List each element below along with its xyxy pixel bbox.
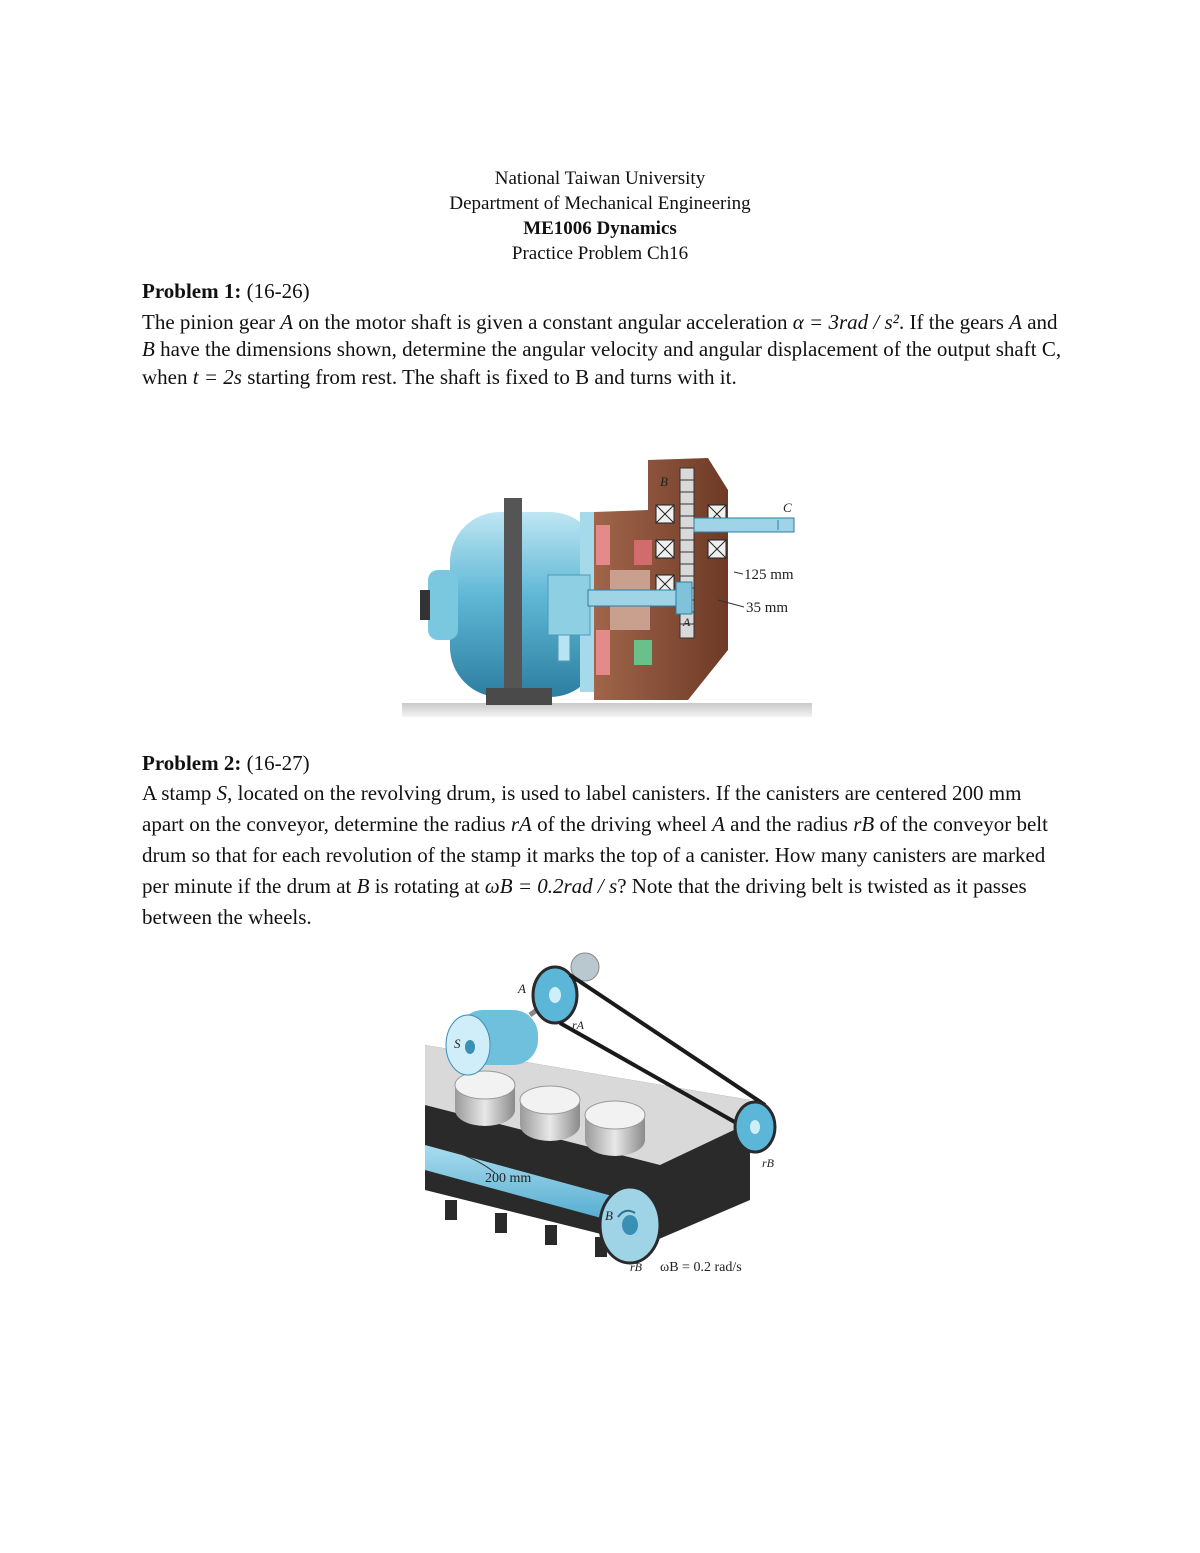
motor-end-cap bbox=[428, 570, 458, 640]
terminal-conduit bbox=[558, 635, 570, 661]
motor-gear-drawing bbox=[398, 450, 818, 725]
math-time: t = 2s bbox=[192, 364, 242, 389]
pinion-gear-a bbox=[676, 582, 692, 614]
motor-rear-stub bbox=[420, 590, 430, 620]
text-run: A bbox=[1009, 309, 1022, 334]
label-pinion-a: A bbox=[683, 615, 691, 629]
text-run: of the driving wheel bbox=[531, 811, 713, 836]
problem-2-text bbox=[142, 778, 1062, 933]
label-gear-b: B bbox=[660, 474, 668, 489]
math-alpha: α = 3rad / s² bbox=[792, 309, 899, 334]
text-run: have the dimensions shown, determine the angular velocity and angular displacement of the output shaft C, when bbox=[142, 337, 1062, 389]
motor-base bbox=[486, 688, 552, 705]
label-rb-bottom: rB bbox=[630, 1260, 642, 1274]
math-ra: rA bbox=[510, 811, 532, 836]
math-rb: rB bbox=[853, 811, 875, 836]
problem-1-ref: (16-26) bbox=[246, 279, 310, 303]
math-omega-b: ωB = 0.2rad / s bbox=[484, 873, 618, 898]
university-name: National Taiwan University bbox=[494, 168, 706, 189]
text-run: S bbox=[216, 780, 228, 805]
problem-2 bbox=[142, 750, 1062, 933]
wheel-a-hub bbox=[549, 987, 561, 1003]
conveyor-drawing bbox=[420, 945, 800, 1285]
label-drum-b: B bbox=[605, 1208, 613, 1223]
text-run: , located on the revolving drum, is used to label canisters. If the canisters are centered 200 mm apart on the conveyor, determine the radius bbox=[142, 780, 1022, 836]
label-ra: rA bbox=[572, 1018, 584, 1032]
problem-1-title: Problem 1: bbox=[142, 279, 242, 303]
label-omega-b: ωB = 0.2 rad/s bbox=[660, 1260, 742, 1275]
problem-2-title: Problem 2: bbox=[142, 751, 242, 775]
label-wheel-a: A bbox=[518, 981, 526, 996]
figure-motor-gear bbox=[398, 450, 818, 725]
canister-top bbox=[585, 1101, 645, 1129]
stamp-drum-hub bbox=[465, 1040, 475, 1054]
document-header bbox=[0, 166, 1200, 266]
text-run: A stamp bbox=[142, 780, 217, 805]
canister-top bbox=[455, 1071, 515, 1099]
output-shaft-c bbox=[694, 518, 794, 532]
problem-1 bbox=[142, 278, 1062, 391]
text-run: on the motor shaft is given a constant angular acceleration bbox=[293, 309, 793, 334]
text-run: and the radius bbox=[724, 811, 854, 836]
text-run: . If the gears bbox=[898, 309, 1010, 334]
label-shaft-c: C bbox=[783, 500, 792, 515]
course-title: ME1006 Dynamics bbox=[523, 218, 677, 239]
text-run: starting from rest. The shaft is fixed to B and turns with it. bbox=[241, 364, 737, 389]
dim-35mm: 35 mm bbox=[746, 600, 789, 616]
label-stamp-s: S bbox=[454, 1036, 461, 1051]
text-run: is rotating at bbox=[369, 873, 485, 898]
problem-2-ref: (16-27) bbox=[246, 751, 310, 775]
terminal-box bbox=[548, 575, 590, 635]
label-rb-top: rB bbox=[762, 1156, 774, 1170]
dim-200mm: 200 mm bbox=[485, 1171, 532, 1186]
figure-conveyor bbox=[420, 945, 800, 1285]
text-run: B bbox=[142, 337, 155, 361]
floor bbox=[402, 703, 812, 717]
dim-125-leader bbox=[734, 572, 743, 574]
text-run: A bbox=[280, 309, 294, 334]
department-name: Department of Mechanical Engineering bbox=[449, 193, 751, 214]
text-run: A bbox=[712, 811, 725, 836]
canister-top bbox=[520, 1086, 580, 1114]
drum-b-hub bbox=[622, 1215, 638, 1235]
belt-drum-hub bbox=[750, 1120, 760, 1134]
problem-2-heading bbox=[142, 750, 1062, 778]
motor-support-bracket bbox=[504, 498, 522, 705]
problem-1-heading bbox=[142, 278, 1062, 306]
dim-125mm: 125 mm bbox=[744, 567, 794, 583]
text-run: of the conveyor belt drum so that for each revolution of the stamp it marks the top of a canister. How many canisters are marked per minute if the drum at bbox=[142, 811, 1048, 898]
text-run: B bbox=[356, 873, 370, 898]
document-subtitle: Practice Problem Ch16 bbox=[511, 243, 689, 264]
text-run: and bbox=[1021, 309, 1058, 334]
text-run: The pinion gear bbox=[142, 309, 281, 334]
problem-1-text bbox=[142, 309, 1062, 392]
text-run: ? Note that the driving belt is twisted as it passes between the wheels. bbox=[142, 873, 1027, 929]
